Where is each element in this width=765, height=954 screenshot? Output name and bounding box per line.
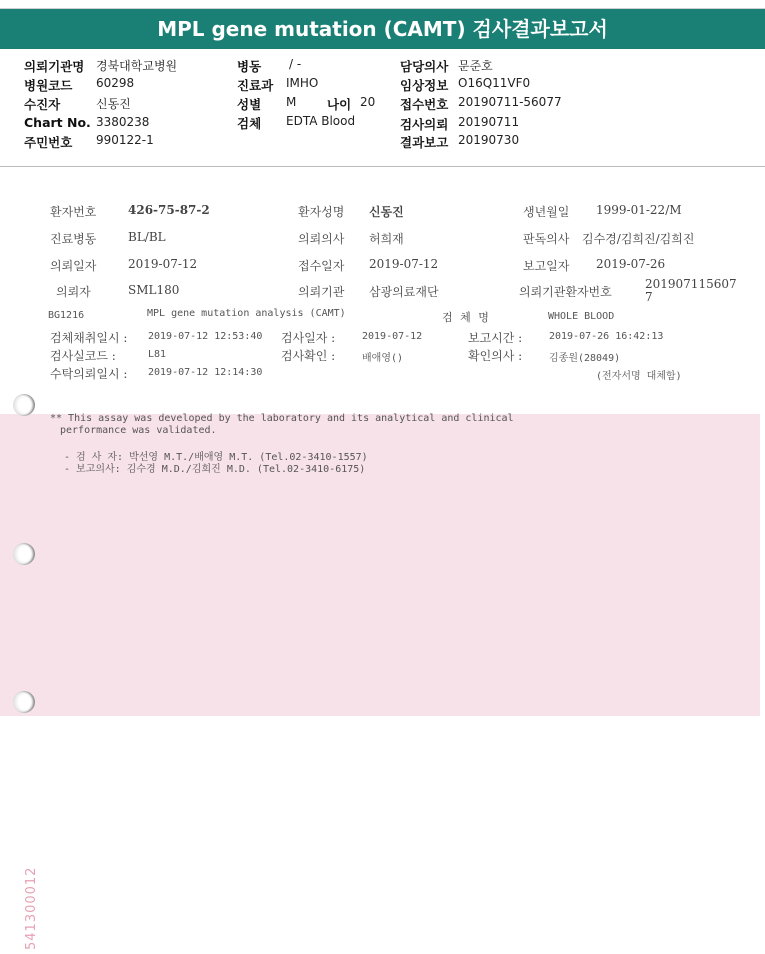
sex-label: 성별 <box>237 97 262 112</box>
field-value: 2019-07-12 <box>128 257 198 271</box>
meta-label: 검사확인 : <box>281 349 336 363</box>
meta-value: 2019-07-12 12:14:30 <box>148 367 263 378</box>
meta-value: L81 <box>148 349 167 360</box>
meta-value: 2019-07-12 12:53:40 <box>148 331 263 342</box>
resident-no-label: 주민번호 <box>24 135 73 150</box>
department-label: 진료과 <box>237 78 274 93</box>
department-value: IMHO <box>286 76 319 90</box>
meta-label: 검사실코드 : <box>50 349 116 363</box>
meta-label: 확인의사 : <box>468 349 523 363</box>
chart-no-value: 3380238 <box>96 115 150 129</box>
specimen-name-value: WHOLE BLOOD <box>548 311 615 322</box>
specimen-label: 검체 <box>237 116 262 131</box>
field-value: SML180 <box>128 283 180 297</box>
field-label: 판독의사 <box>523 232 570 246</box>
field-value: 201907115607 <box>645 277 737 291</box>
hospital-code-value: 60298 <box>96 76 135 90</box>
meta-label: 검사일자 : <box>281 331 336 345</box>
request-date-value: 20190711 <box>458 115 520 129</box>
attending-label: 담당의사 <box>400 59 449 74</box>
scanned-report <box>0 170 765 954</box>
specimen-name-label: 검 체 명 <box>442 311 491 324</box>
ward-label: 병동 <box>237 59 262 74</box>
meta-value: 김종원(28049) <box>549 353 621 364</box>
clinical-info-value: O16Q11VF0 <box>458 76 531 90</box>
field-value: 2019-07-26 <box>596 257 666 271</box>
field-label: 접수일자 <box>298 259 345 273</box>
assay-note-line2: performance was validated. <box>60 425 217 436</box>
chart-no-label: Chart No. <box>24 115 91 130</box>
field-value: 426-75-87-2 <box>128 203 210 217</box>
specimen-value: EDTA Blood <box>286 114 356 128</box>
patient-label: 수진자 <box>24 97 61 112</box>
test-name: MPL gene mutation analysis (CAMT) <box>147 308 346 319</box>
field-value: 허희재 <box>369 232 404 246</box>
field-value: 김수경/김희진/김희진 <box>582 232 695 246</box>
field-label: 의뢰일자 <box>50 259 97 273</box>
ward-value: / - <box>289 57 302 71</box>
resident-no-value: 990122-1 <box>96 133 154 147</box>
field-value-cont: 7 <box>645 290 653 304</box>
punch-hole <box>13 691 35 713</box>
serial-stamp: 541300012 <box>24 866 39 950</box>
result-date-label: 결과보고 <box>400 135 449 150</box>
meta-label: 검체채취일시 : <box>50 331 128 345</box>
meta-label: 수탁의뢰일시 : <box>50 367 128 381</box>
age-label: 나이 <box>327 97 352 112</box>
field-label: 환자성명 <box>298 205 345 219</box>
assay-note-line1: ** This assay was developed by the laboratory and its analytical and clinical <box>50 413 514 424</box>
test-code: BG1216 <box>48 310 85 321</box>
field-label: 진료병동 <box>50 232 97 246</box>
field-label: 의뢰기관 <box>298 285 345 299</box>
staff-line2: - 보고의사: 김수경 M.D./김희진 M.D. (Tel.02-3410-6175) <box>64 464 366 475</box>
attending-value: 문준호 <box>458 59 493 73</box>
meta-label: 보고시간 : <box>468 331 523 345</box>
sex-value: M <box>286 95 297 109</box>
meta-value: 2019-07-26 16:42:13 <box>549 331 664 342</box>
request-date-label: 검사의뢰 <box>400 117 449 132</box>
receipt-no-value: 20190711-56077 <box>458 95 562 109</box>
report-title: MPL gene mutation (CAMT) 검사결과보고서 <box>0 8 765 49</box>
punch-hole <box>13 394 35 416</box>
report-header <box>0 54 765 167</box>
field-value: 2019-07-12 <box>369 257 439 271</box>
field-label: 의뢰의사 <box>298 232 345 246</box>
e-signature-note: (전자서명 대체함) <box>596 371 682 382</box>
punch-hole <box>13 543 35 565</box>
field-value: 삼광의료재단 <box>369 285 439 299</box>
meta-value: 2019-07-12 <box>362 331 423 342</box>
hospital-code-label: 병원코드 <box>24 78 73 93</box>
field-value: BL/BL <box>128 230 166 244</box>
field-label: 생년월일 <box>523 205 570 219</box>
field-label: 의뢰자 <box>56 285 91 299</box>
institution-value: 경북대학교병원 <box>96 59 178 73</box>
clinical-info-label: 임상정보 <box>400 78 449 93</box>
field-value: 1999-01-22/M <box>596 203 682 217</box>
field-label: 환자번호 <box>50 205 97 219</box>
field-label: 보고일자 <box>523 259 570 273</box>
institution-label: 의뢰기관명 <box>24 59 85 74</box>
meta-value: 배애영() <box>362 353 404 364</box>
patient-value: 신동진 <box>96 97 131 111</box>
result-date-value: 20190730 <box>458 133 520 147</box>
field-value: 신동진 <box>369 205 404 219</box>
age-value: 20 <box>360 95 376 109</box>
staff-line1: - 검 사 자: 박선영 M.T./배애영 M.T. (Tel.02-3410-1557) <box>64 452 368 463</box>
field-label: 의뢰기관환자번호 <box>519 285 612 299</box>
receipt-no-label: 접수번호 <box>400 97 449 112</box>
